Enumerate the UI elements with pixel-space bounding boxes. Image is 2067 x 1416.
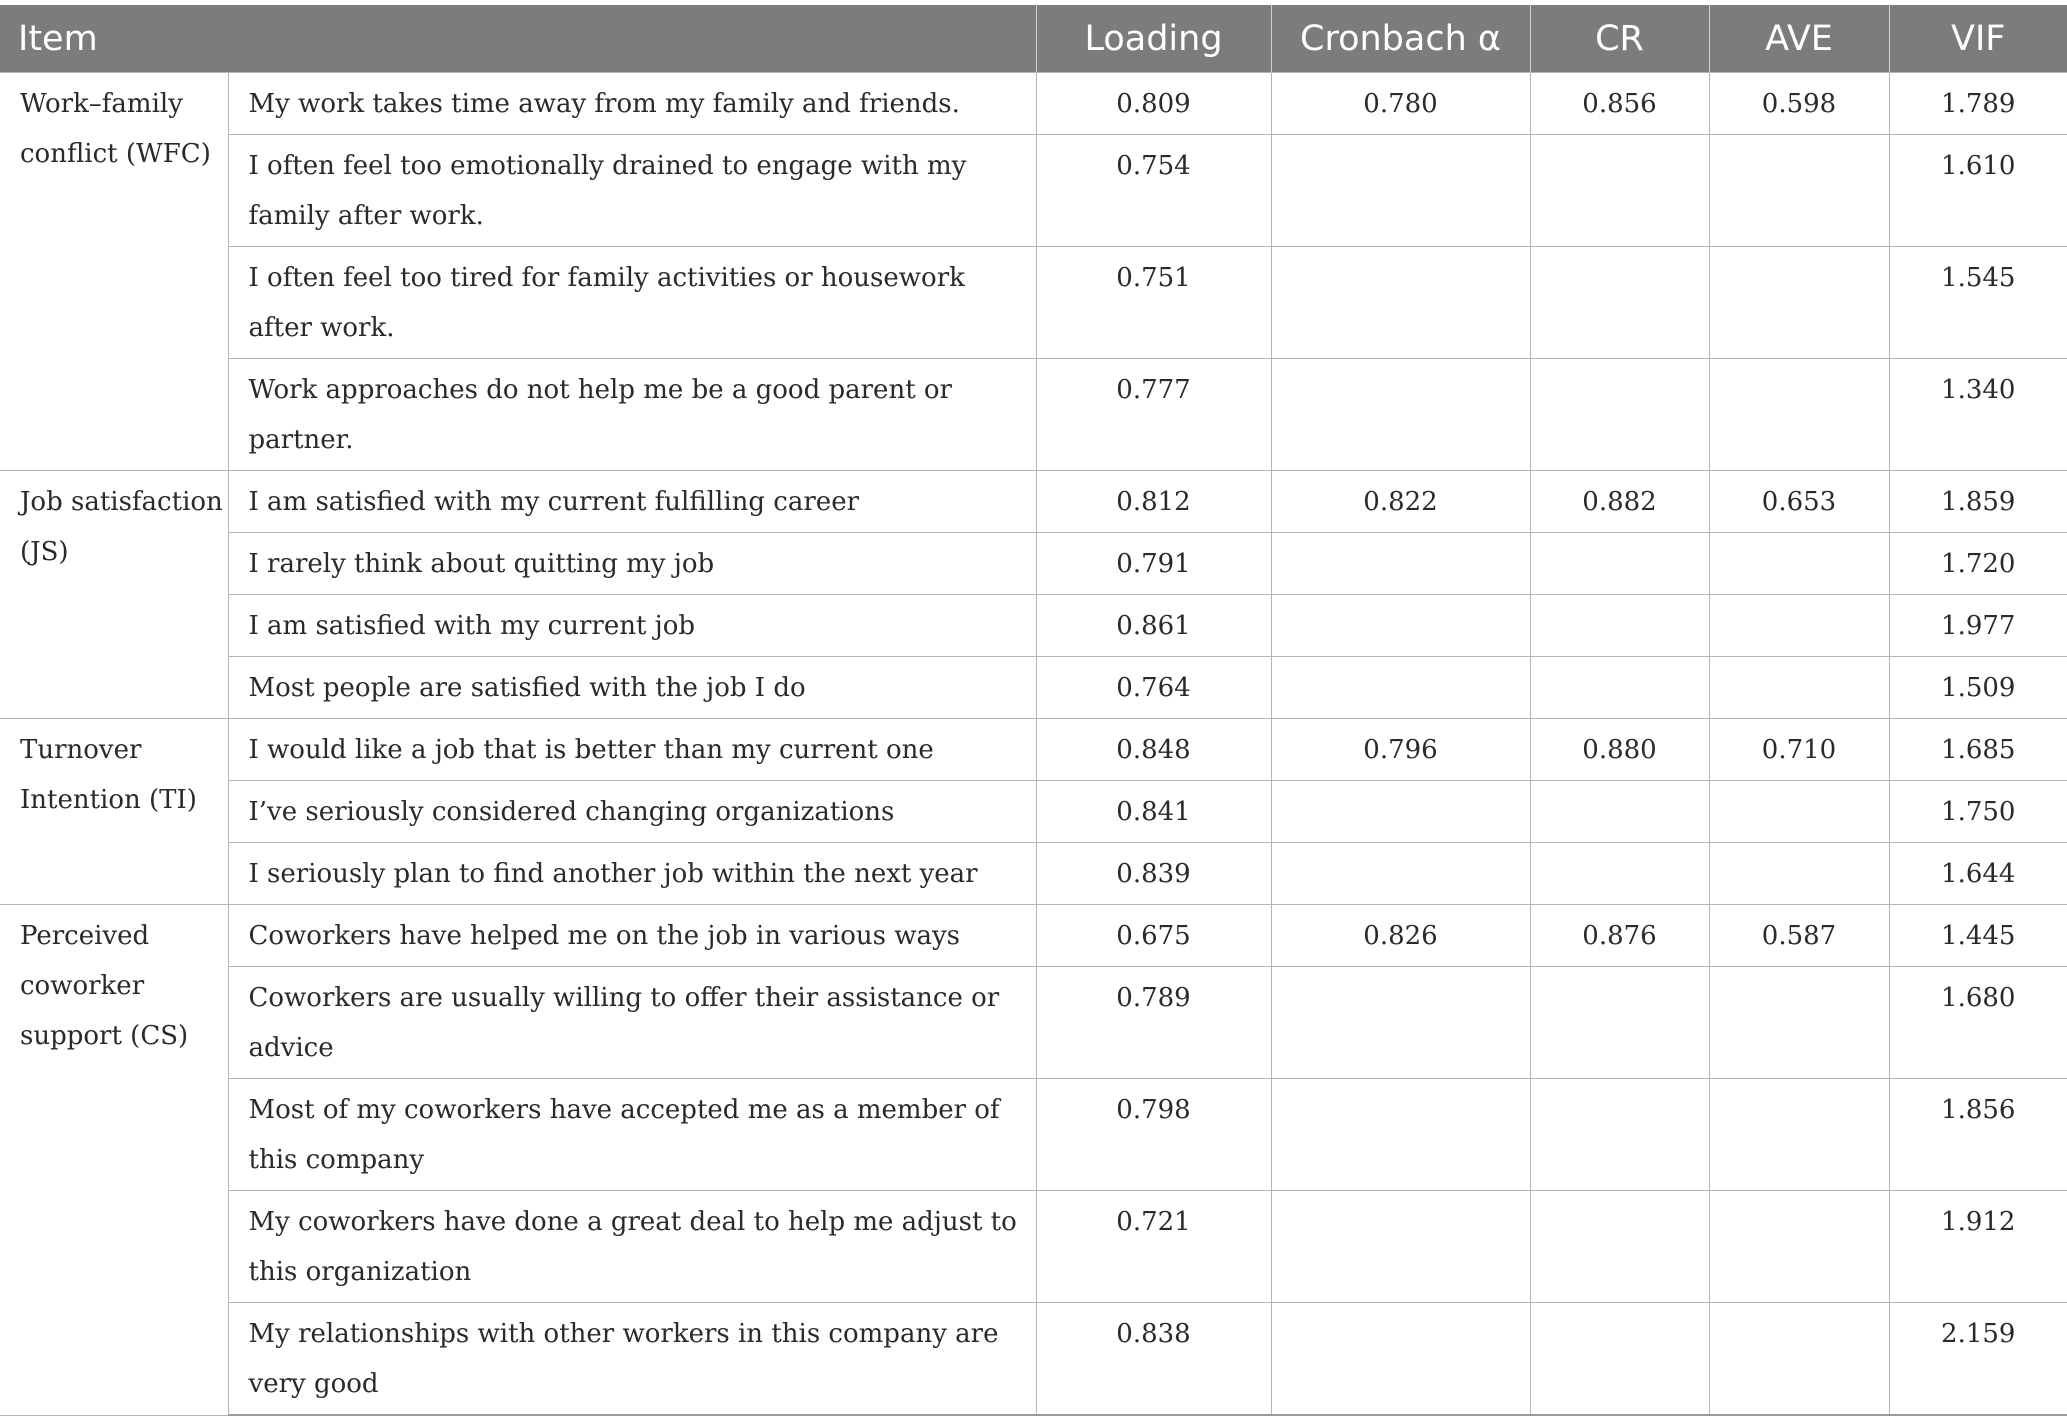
loading-cell: 0.809 xyxy=(1036,73,1271,135)
ave-cell-empty xyxy=(1709,1303,1889,1416)
cr-cell-empty xyxy=(1530,843,1709,905)
vif-cell: 1.509 xyxy=(1889,657,2067,719)
loading-cell: 0.838 xyxy=(1036,1303,1271,1416)
item-statement-cell: I often feel too emotionally drained to engage with my family after work. xyxy=(228,135,1036,247)
item-statement-cell: Most of my coworkers have accepted me as a member of this company xyxy=(228,1079,1036,1191)
item-statement-cell: Coworkers have helped me on the job in various ways xyxy=(228,905,1036,967)
table-row xyxy=(0,843,2067,905)
cronbach-alpha-cell-empty xyxy=(1271,657,1530,719)
cr-cell: 0.882 xyxy=(1530,471,1709,533)
loading-cell: 0.721 xyxy=(1036,1191,1271,1303)
loading-cell: 0.812 xyxy=(1036,471,1271,533)
item-statement-cell: I’ve seriously considered changing organizations xyxy=(228,781,1036,843)
ave-cell: 0.587 xyxy=(1709,905,1889,967)
table-row xyxy=(0,595,2067,657)
table-row xyxy=(0,359,2067,471)
ave-cell-empty xyxy=(1709,359,1889,471)
ave-cell-empty xyxy=(1709,657,1889,719)
ave-cell: 0.653 xyxy=(1709,471,1889,533)
construct-name-cell: Turnover Intention (TI) xyxy=(0,719,228,905)
cronbach-alpha-cell-empty xyxy=(1271,135,1530,247)
vif-cell: 1.644 xyxy=(1889,843,2067,905)
ave-cell-empty xyxy=(1709,1191,1889,1303)
table-body xyxy=(0,73,2067,1416)
loading-cell: 0.675 xyxy=(1036,905,1271,967)
vif-cell: 1.720 xyxy=(1889,533,2067,595)
vif-cell: 1.859 xyxy=(1889,471,2067,533)
table-row xyxy=(0,1303,2067,1416)
table-row xyxy=(0,1191,2067,1303)
vif-cell: 2.159 xyxy=(1889,1303,2067,1416)
ave-cell-empty xyxy=(1709,533,1889,595)
ave-cell-empty xyxy=(1709,967,1889,1079)
vif-cell: 1.789 xyxy=(1889,73,2067,135)
table-row xyxy=(0,135,2067,247)
vif-cell: 1.685 xyxy=(1889,719,2067,781)
item-statement-cell: I am satisfied with my current job xyxy=(228,595,1036,657)
cr-cell-empty xyxy=(1530,595,1709,657)
cronbach-alpha-cell-empty xyxy=(1271,1079,1530,1191)
ave-cell-empty xyxy=(1709,1079,1889,1191)
item-statement-cell: My work takes time away from my family and friends. xyxy=(228,73,1036,135)
cronbach-alpha-cell-empty xyxy=(1271,781,1530,843)
table-row xyxy=(0,719,2067,781)
loading-cell: 0.764 xyxy=(1036,657,1271,719)
table-row xyxy=(0,905,2067,967)
table-row xyxy=(0,967,2067,1079)
loading-cell: 0.848 xyxy=(1036,719,1271,781)
vif-cell: 1.912 xyxy=(1889,1191,2067,1303)
table-row xyxy=(0,247,2067,359)
ave-cell-empty xyxy=(1709,843,1889,905)
cronbach-alpha-cell-empty xyxy=(1271,247,1530,359)
cr-cell: 0.880 xyxy=(1530,719,1709,781)
vif-cell: 1.750 xyxy=(1889,781,2067,843)
construct-name-cell: Job satisfaction (JS) xyxy=(0,471,228,719)
vif-cell: 1.680 xyxy=(1889,967,2067,1079)
ave-cell-empty xyxy=(1709,595,1889,657)
vif-cell: 1.610 xyxy=(1889,135,2067,247)
ave-cell-empty xyxy=(1709,781,1889,843)
header-vif: VIF xyxy=(1889,5,2067,73)
loading-cell: 0.841 xyxy=(1036,781,1271,843)
header-row xyxy=(0,5,2067,73)
item-statement-cell: Most people are satisfied with the job I do xyxy=(228,657,1036,719)
loading-cell: 0.751 xyxy=(1036,247,1271,359)
table-row xyxy=(0,73,2067,135)
header-loading: Loading xyxy=(1036,5,1271,73)
vif-cell: 1.445 xyxy=(1889,905,2067,967)
vif-cell: 1.340 xyxy=(1889,359,2067,471)
vif-cell: 1.545 xyxy=(1889,247,2067,359)
cr-cell-empty xyxy=(1530,135,1709,247)
cr-cell-empty xyxy=(1530,1079,1709,1191)
cronbach-alpha-cell: 0.826 xyxy=(1271,905,1530,967)
item-statement-cell: I would like a job that is better than my current one xyxy=(228,719,1036,781)
cr-cell-empty xyxy=(1530,781,1709,843)
cr-cell-empty xyxy=(1530,657,1709,719)
ave-cell-empty xyxy=(1709,135,1889,247)
loading-cell: 0.777 xyxy=(1036,359,1271,471)
loading-cell: 0.861 xyxy=(1036,595,1271,657)
table-row xyxy=(0,781,2067,843)
cr-cell-empty xyxy=(1530,1303,1709,1416)
cronbach-alpha-cell-empty xyxy=(1271,533,1530,595)
cronbach-alpha-cell: 0.822 xyxy=(1271,471,1530,533)
cronbach-alpha-cell: 0.780 xyxy=(1271,73,1530,135)
cronbach-alpha-cell-empty xyxy=(1271,359,1530,471)
item-statement-cell: I often feel too tired for family activities or housework after work. xyxy=(228,247,1036,359)
header-cr: CR xyxy=(1530,5,1709,73)
cr-cell-empty xyxy=(1530,967,1709,1079)
cr-cell-empty xyxy=(1530,247,1709,359)
cronbach-alpha-cell-empty xyxy=(1271,595,1530,657)
cronbach-alpha-cell: 0.796 xyxy=(1271,719,1530,781)
cronbach-alpha-cell-empty xyxy=(1271,1303,1530,1416)
table-row xyxy=(0,657,2067,719)
loading-cell: 0.839 xyxy=(1036,843,1271,905)
header-cronbach-alpha: Cronbach α xyxy=(1271,5,1530,73)
vif-cell: 1.977 xyxy=(1889,595,2067,657)
loading-cell: 0.789 xyxy=(1036,967,1271,1079)
construct-name-cell: Perceived coworker support (CS) xyxy=(0,905,228,1416)
table-row xyxy=(0,1079,2067,1191)
item-statement-cell: My relationships with other workers in this company are very good xyxy=(228,1303,1036,1416)
table-header xyxy=(0,5,2067,73)
item-statement-cell: I rarely think about quitting my job xyxy=(228,533,1036,595)
item-statement-cell: My coworkers have done a great deal to help me adjust to this organization xyxy=(228,1191,1036,1303)
item-statement-cell: Coworkers are usually willing to offer their assistance or advice xyxy=(228,967,1036,1079)
item-statement-cell: Work approaches do not help me be a good parent or partner. xyxy=(228,359,1036,471)
loading-cell: 0.791 xyxy=(1036,533,1271,595)
measurement-table xyxy=(0,5,2067,1416)
vif-cell: 1.856 xyxy=(1889,1079,2067,1191)
loading-cell: 0.798 xyxy=(1036,1079,1271,1191)
header-item: Item xyxy=(0,5,1036,73)
item-statement-cell: I am satisfied with my current fulfilling career xyxy=(228,471,1036,533)
table-row xyxy=(0,471,2067,533)
cronbach-alpha-cell-empty xyxy=(1271,1191,1530,1303)
construct-name-cell: Work–family conflict (WFC) xyxy=(0,73,228,471)
reliability-validity-table xyxy=(0,5,2067,1416)
ave-cell: 0.598 xyxy=(1709,73,1889,135)
cr-cell: 0.856 xyxy=(1530,73,1709,135)
ave-cell-empty xyxy=(1709,247,1889,359)
table-row xyxy=(0,533,2067,595)
cr-cell: 0.876 xyxy=(1530,905,1709,967)
header-ave: AVE xyxy=(1709,5,1889,73)
ave-cell: 0.710 xyxy=(1709,719,1889,781)
cr-cell-empty xyxy=(1530,533,1709,595)
cronbach-alpha-cell-empty xyxy=(1271,967,1530,1079)
item-statement-cell: I seriously plan to find another job within the next year xyxy=(228,843,1036,905)
loading-cell: 0.754 xyxy=(1036,135,1271,247)
cronbach-alpha-cell-empty xyxy=(1271,843,1530,905)
cr-cell-empty xyxy=(1530,1191,1709,1303)
cr-cell-empty xyxy=(1530,359,1709,471)
